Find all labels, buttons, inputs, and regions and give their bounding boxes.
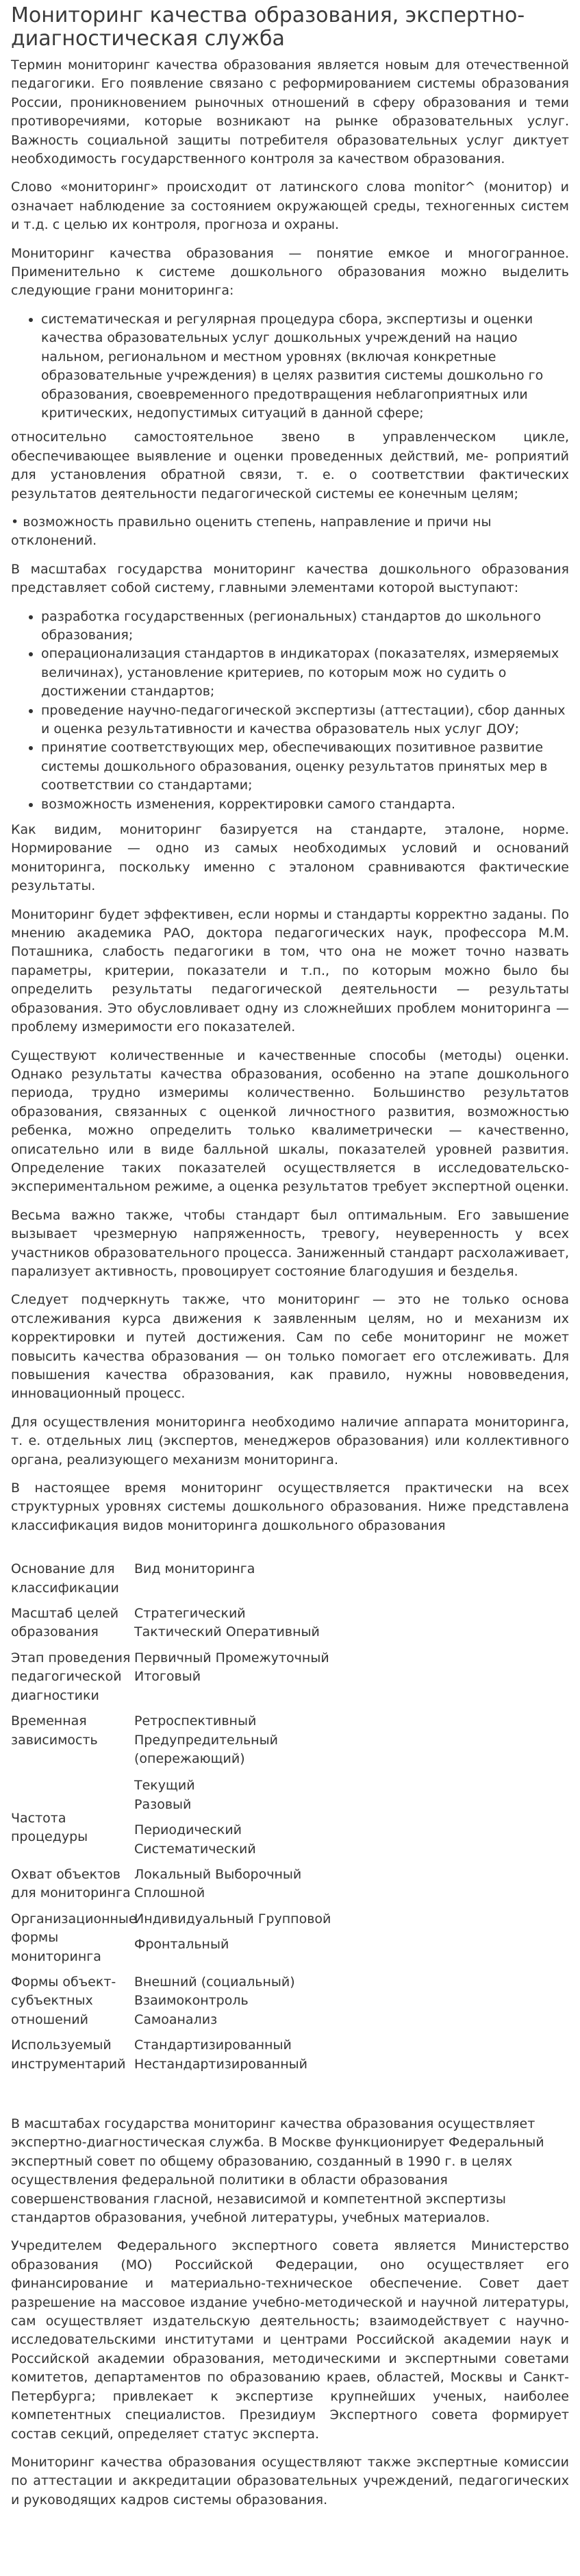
list-item: • систематическая и регулярная процедура сбора, экспертизы и оценки качества образовательных услуг дошкольных учреждений на нацио нальном, региональном и местном уровнях (включая конкретные образовательные учреждения) в целях развития системы дошкольно го образования, своевременного предотвращения неблагоприятных или критических, недопустимых ситуаций в данной сфере; [41, 310, 569, 423]
classification-types: Индивидуальный Групповой Фронтальный [134, 1911, 331, 1953]
classification-types: Вид мониторинга [134, 1561, 255, 1577]
paragraph-founder: Учредителем Федерального экспертного совета является Министерство образования (МО) Российской Федерации, оно осуществляет его финансирование и материально-техническое обеспечение. Совет дает разрешение на массовое издание учебно-методической и научной литературы, сам осуществляет издательскую деятельность; взаимодействует с научно-исследовательскими институтами и центрами Российской академии наук и Российской академии образования, методическими и экспертными советами комитетов, департаментов по образованию краев, областей, Москвы и Санкт-Петербурга; привлекает к экспертизе крупнейших ученых, наиболее компетентных специалистов. Президиум Экспертного совета формирует состав секций, определяет статус эксперта. [11, 2238, 569, 2442]
classification-row [11, 1649, 569, 1705]
classification-basis: Этап проведения педагогической диагностики [11, 1650, 131, 1703]
classification-basis: Охват объектов для мониторинга [11, 1866, 131, 1901]
list-item: • проведение научно-педагогической экспертизы (аттестации), сбор данных и оценка результативности и качества образователь ных услуг ДОУ; [41, 702, 569, 739]
classification-row [11, 2036, 569, 2074]
paragraph-effectiveness: Мониторинг будет эффективен, если нормы и стандарты корректно заданы. По мнению академика РАО, доктора педагогических наук, профессора М.М. Поташника, слабость педагогики в том, что она не может точно назвать параметры, критерии, показатели и т.п., по которым можно было бы определить результаты педагогической деятельности — результаты образования. Это обусловливает одну из сложнейших проблем мониторинга — проблему измеримости его показателей. [11, 906, 569, 1035]
classification-table [11, 1560, 569, 2074]
facets-list [11, 310, 569, 423]
paragraph-management-link: относительно самостоятельное звено в управленческом цикле, обеспечивающее выявление и оценки проведенных действий, ме- роприятий для установления обратной связи, т. е. о соответствии фактических результатов деятельности педагогической системы ее конечным целям; [11, 430, 569, 501]
classification-types: Локальный Выборочный Сплошной [134, 1866, 302, 1901]
page-title: Мониторинг качества образования, экспертно-диагностическая служба [11, 3, 525, 51]
system-elements-list [11, 608, 569, 814]
classification-types: Стратегический Тактический Оперативный [134, 1606, 320, 1640]
list-item: • операционализация стандартов в индикаторах (показателях, измеряемых величинах), установление критериев, по которым мож но судить о достижении стандартов; [41, 645, 569, 701]
classification-row [11, 1910, 569, 1966]
classification-types: Первичный Промежуточный Итоговый [134, 1650, 329, 1685]
classification-row [11, 1796, 569, 1859]
paragraph-intro: Термин мониторинг качества образования является новым для отечественной педагогики. Его появление связано с реформированием системы образования России, проникновением рыночных отношений в сферу образования и теми противоречиями, которые возникают на рынке образовательных услуг. Важность социальной защиты потребителя образовательных услуг диктует необходимость государственного контроля за качеством образования. [11, 58, 569, 167]
list-item: • разработка государственных (региональных) стандартов до школьного образования; [41, 608, 569, 645]
classification-row [11, 1973, 569, 2029]
paragraph-apparatus: Для осуществления мониторинга необходимо наличие аппарата мониторинга, т. е. отдельных лиц (экспертов, менеджеров образования) или коллективного органа, реализующего механизм мониторинга. [11, 1414, 569, 1467]
paragraph-expert-service: В масштабах государства мониторинг качества образования осуществляет экспертно-диагностическая служба. В Москве функционирует Федеральный экспертный совет по общему образованию, созданный в 1990 г. в целях осуществления федеральной политики в области образования совершенствования гласной, независимой и компетентной экспертизы стандартов образования, учебной литературы, учебных материалов. [11, 2116, 544, 2226]
classification-types: Разовый Периодический Систематический [134, 1796, 256, 1857]
classification-basis: Частота процедуры [11, 1810, 88, 1845]
paragraph-assessment-methods: Существуют количественные и качественные способы (методы) оценки. Однако результаты качества образования, особенно на этапе дошкольного периода, трудно измеримы количественно. Большинство результатов образования, связанных с оценкой личностного развития, возможностью ребенка, можно определить только квалиметрически — качественно, описательно или в виде балльной шкалы, показателей уровней развития. Определение таких показателей осуществляется в исследовательско-экспериментальном режиме, а оценка результатов требует экспертной оценки. [11, 1048, 569, 1195]
classification-basis: Используемый инструментарий [11, 2038, 126, 2072]
classification-types: Стандартизированный Нестандартизированный [134, 2038, 307, 2072]
paragraph-standard: Как видим, мониторинг базируется на стандарте, эталоне, норме. Нормирование — одно из самых необходимых условий и оснований мониторинга, поскольку именно с эталоном сравниваются фактические результаты. [11, 822, 569, 894]
paragraph-optimal-standard: Весьма важно также, чтобы стандарт был оптимальным. Его завышение вызывает чрезмерную напряженность, тревогу, неуверенность у всех участников образовательного процесса. Заниженный стандарт расхолаживает, парализует активность, провоцирует состояние благодушия и безделья. [11, 1207, 569, 1279]
classification-row [11, 1712, 569, 1796]
list-item: • возможность изменения, корректировки самого стандарта. [41, 795, 569, 814]
classification-basis: Формы объект- субъектных отношений [11, 1974, 116, 2027]
classification-basis: Временная зависимость [11, 1713, 98, 1748]
classification-basis: Основание для классификации [11, 1561, 119, 1596]
paragraph-state-system: В масштабах государства мониторинг качества дошкольного образования представляет собой систему, главными элементами которой выступают: [11, 561, 569, 596]
classification-row [11, 1560, 569, 1598]
classification-row [11, 1605, 569, 1642]
paragraph-etymology: Слово «мониторинг» происходит от латинского слова monitor^ (монитор) и означает наблюдение за состоянием окружающей среды, техногенных систем и т.д. с целью их контроля, прогноза и охраны. [11, 179, 569, 233]
classification-types: Внешний (социальный) Взаимоконтроль Самоанализ [134, 1974, 295, 2027]
paragraph-correction: Следует подчеркнуть также, что мониторинг — это не только основа отслеживания курса движения к заявленным целям, но и механизм их корректировки и путей достижения. Сам по себе мониторинг не может повысить качества образования — он только помогает его отслеживать. Для повышения качества образования, как правило, нужны нововведения, инновационный процесс. [11, 1292, 569, 1402]
paragraph-facets-intro: Мониторинг качества образования — понятие емкое и многогранное. Применительно к системе дошкольного образования можно выделить следующие грани мониторинга: [11, 245, 569, 299]
paragraph-deviation: • возможность правильно оценить степень, направление и причи ны отклонений. [11, 514, 492, 549]
classification-row [11, 1866, 569, 1903]
classification-basis: Масштаб целей образования [11, 1606, 119, 1640]
list-item: • принятие соответствующих мер, обеспечивающих позитивное развитие системы дошкольного образования, оценку результатов принятых мер в соответствии со стандартами; [41, 739, 569, 795]
paragraph-commissions: Мониторинг качества образования осуществляют также экспертные комиссии по аттестации и аккредитации образовательных учреждений, педагогических и руководящих кадров системы образования. [11, 2454, 569, 2507]
paragraph-classification-intro: В настоящее время мониторинг осуществляется практически на всех структурных уровнях системы дошкольного образования. Ниже представлена классификация видов мониторинга дошкольного образования [11, 1481, 569, 1533]
classification-basis: Организационные формы мониторинга [11, 1911, 137, 1964]
classification-types: Ретроспективный Предупредительный (опережающий) Текущий [134, 1713, 278, 1794]
